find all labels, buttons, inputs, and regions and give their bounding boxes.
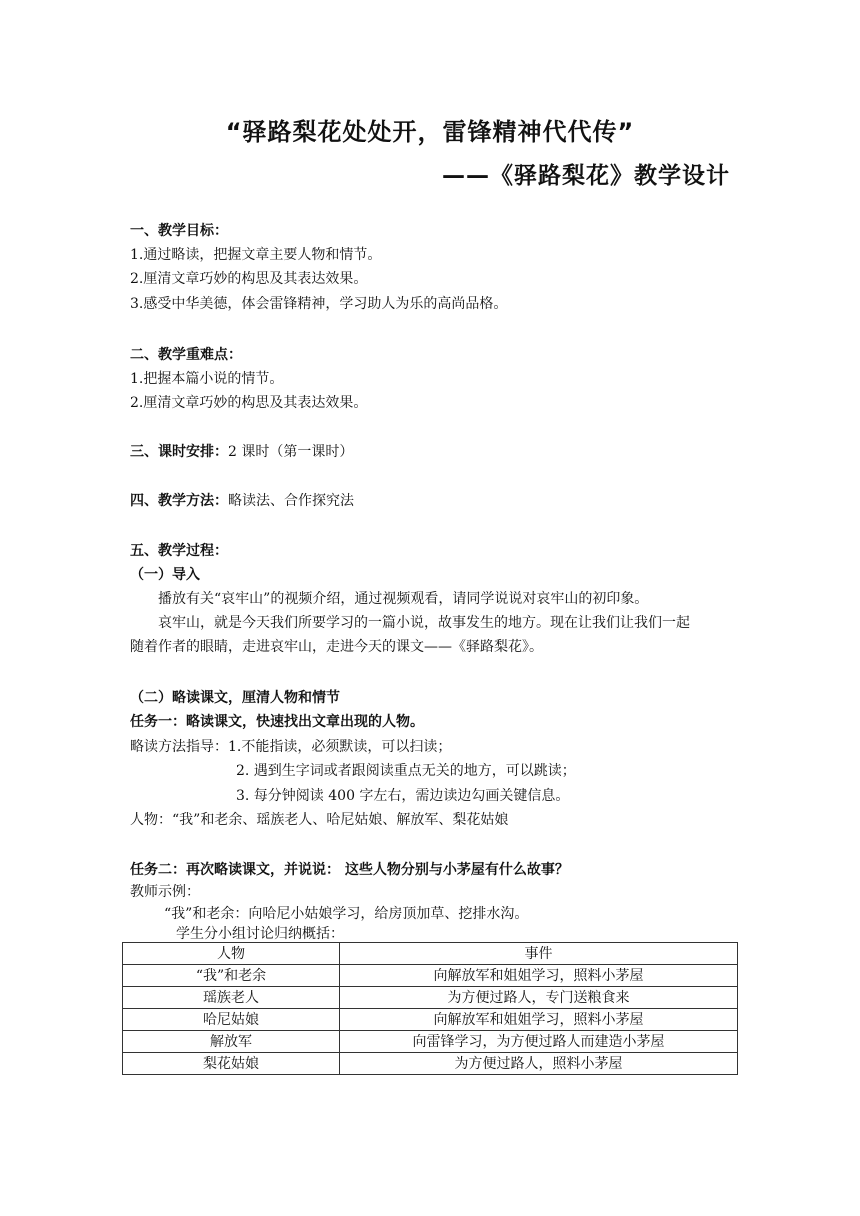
schedule-value: 2 课时（第一课时）	[228, 444, 354, 460]
table-row	[123, 1053, 738, 1075]
characters-table	[122, 942, 738, 1075]
goal-item: 1.通过略读，把握文章主要人物和情节。	[130, 247, 382, 263]
section-heading-schedule: 三、课时安排：	[130, 444, 228, 460]
intro-paragraph: 哀牢山，就是今天我们所要学习的一篇小说，故事发生的地方。现在让我们让我们一起	[158, 615, 690, 631]
intro-paragraph: 播放有关“哀牢山”的视频介绍，通过视频观看，请同学说说对哀牢山的初印象。	[158, 591, 649, 607]
method-guide-line	[130, 738, 451, 756]
schedule-line	[130, 443, 353, 461]
intro-paragraph-cont: 随着作者的眼睛，走进哀牢山，走进今天的课文——《驿路梨花》。	[130, 639, 543, 655]
table-cell-character: “我”和老余	[123, 965, 340, 987]
section-heading-goals: 一、教学目标：	[130, 223, 228, 239]
table-row	[123, 987, 738, 1009]
table-cell-event: 为方便过路人，照料小茅屋	[340, 1053, 738, 1075]
method-guide-item: 1.不能指读，必须默读，可以扫读；	[228, 739, 452, 755]
table-cell-event: 向雷锋学习，为方便过路人而建造小茅屋	[340, 1031, 738, 1053]
table-cell-character: 解放军	[123, 1031, 340, 1053]
table-row	[123, 1031, 738, 1053]
table-cell-character: 哈尼姑娘	[123, 1009, 340, 1031]
table-row	[123, 1009, 738, 1031]
table-cell-character: 瑶族老人	[123, 987, 340, 1009]
part-heading-intro: （一）导入	[130, 567, 200, 583]
table-header-row	[123, 943, 738, 965]
table-header-cell: 事件	[340, 943, 738, 965]
characters-line: 人物：“我”和老余、瑶族老人、哈尼姑娘、解放军、梨花姑娘	[130, 812, 509, 828]
table-cell-event: 为方便过路人，专门送粮食来	[340, 987, 738, 1009]
task2-heading: 任务二：再次略读课文，并说说： 这些人物分别与小茅屋有什么故事？	[130, 862, 569, 878]
table-row	[123, 965, 738, 987]
table-cell-event: 向解放军和姐姐学习，照料小茅屋	[340, 965, 738, 987]
document-title: “驿路梨花处处开，雷锋精神代代传”	[225, 118, 635, 146]
goal-item: 3.感受中华美德，体会雷锋精神，学习助人为乐的高尚品格。	[130, 296, 508, 312]
table-header-cell: 人物	[123, 943, 340, 965]
keypoint-item: 2.厘清文章巧妙的构思及其表达效果。	[130, 395, 368, 411]
part-heading-reading: （二）略读课文，厘清人物和情节	[130, 690, 340, 706]
method-value: 略读法、合作探究法	[228, 493, 354, 509]
example-text: “我”和老余：向哈尼小姑娘学习，给房顶加草、挖排水沟。	[164, 906, 529, 922]
example-label: 教师示例：	[130, 884, 200, 900]
group-note: 学生分小组讨论归纳概括：	[176, 926, 344, 942]
goal-item: 2.厘清文章巧妙的构思及其表达效果。	[130, 271, 368, 287]
method-guide-label: 略读方法指导：	[130, 739, 228, 755]
keypoint-item: 1.把握本篇小说的情节。	[130, 371, 284, 387]
section-heading-process: 五、教学过程：	[130, 543, 228, 559]
section-heading-keypoints: 二、教学重难点：	[130, 347, 242, 363]
document-subtitle: ——《驿路梨花》教学设计	[442, 163, 730, 189]
table-cell-event: 向解放军和姐姐学习，照料小茅屋	[340, 1009, 738, 1031]
method-line	[130, 492, 354, 510]
task1-heading: 任务一：略读课文，快速找出文章出现的人物。	[130, 714, 424, 730]
method-guide-item: 2. 遇到生字词或者跟阅读重点无关的地方，可以跳读；	[236, 763, 576, 779]
table-cell-character: 梨花姑娘	[123, 1053, 340, 1075]
method-guide-item: 3. 每分钟阅读 400 字左右，需边读边勾画关键信息。	[236, 788, 570, 804]
section-heading-method: 四、教学方法：	[130, 493, 228, 509]
